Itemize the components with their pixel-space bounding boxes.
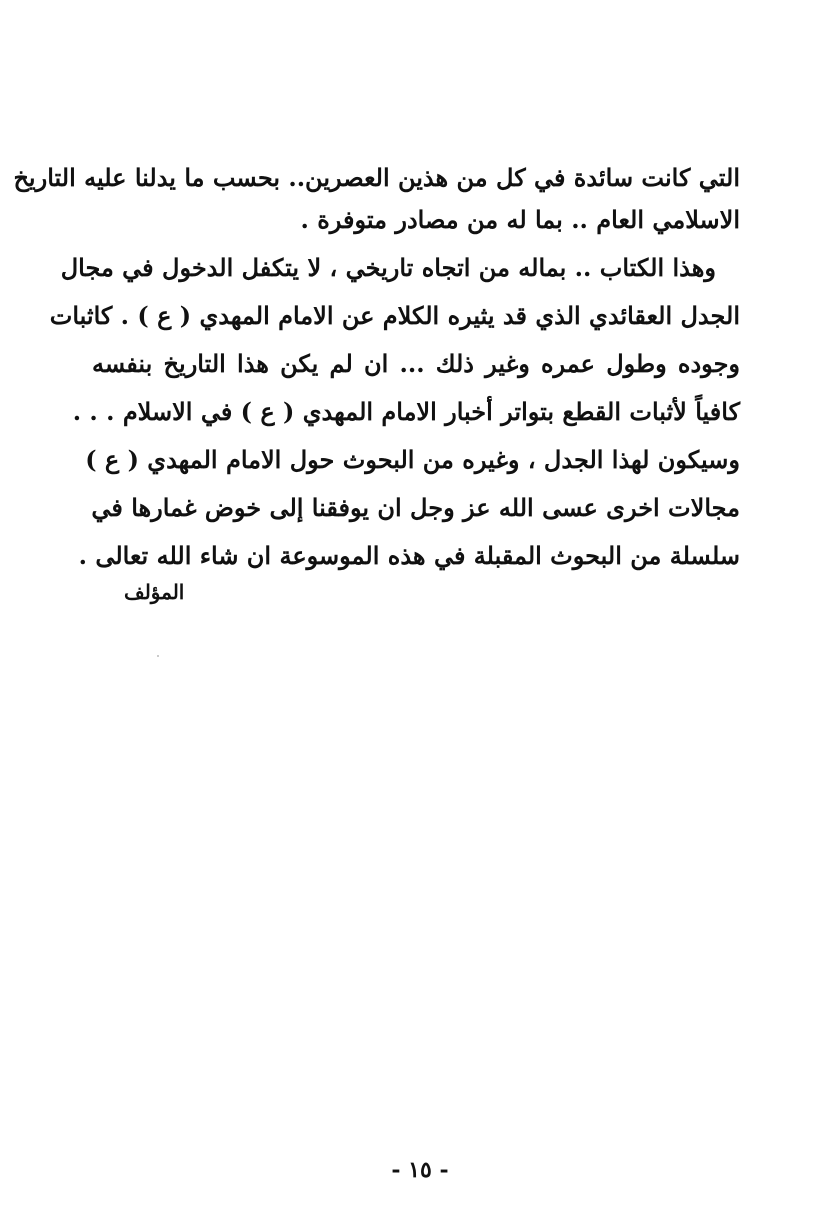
text-line-7: وسيكون لهذا الجدل ، وغيره من البحوث حول الامام المهدي ( ع )	[85, 445, 740, 474]
text-line-1: التي كانت سائدة في كل من هذين العصرين.. بحسب ما يدلنا عليه التاريخ	[13, 163, 740, 192]
text-line-5: وجوده وطول عمره وغير ذلك ... ان لم يكن هذا التاريخ بنفسه	[92, 349, 740, 378]
author-signature: المؤلف	[124, 580, 185, 604]
text-line-3: وهذا الكتاب .. بماله من اتجاه تاريخي ، لا يتكفل الدخول في مجال	[60, 253, 716, 282]
scan-speck	[157, 655, 159, 657]
text-line-6: كافياً لأثبات القطع بتواتر أخبار الامام المهدي ( ع ) في الاسلام . . .	[72, 397, 740, 426]
text-line-4: الجدل العقائدي الذي قد يثيره الكلام عن الامام المهدي ( ع ) . كاثبات	[49, 301, 740, 330]
text-line-9: سلسلة من البحوث المقبلة في هذه الموسوعة ان شاء الله تعالى .	[78, 541, 740, 570]
text-line-2: الاسلامي العام .. بما له من مصادر متوفرة .	[300, 205, 740, 234]
text-line-8: مجالات اخرى عسى الله عز وجل ان يوفقنا إلى خوض غمارها في	[91, 493, 740, 522]
page-number: - ١٥ -	[391, 1157, 449, 1183]
